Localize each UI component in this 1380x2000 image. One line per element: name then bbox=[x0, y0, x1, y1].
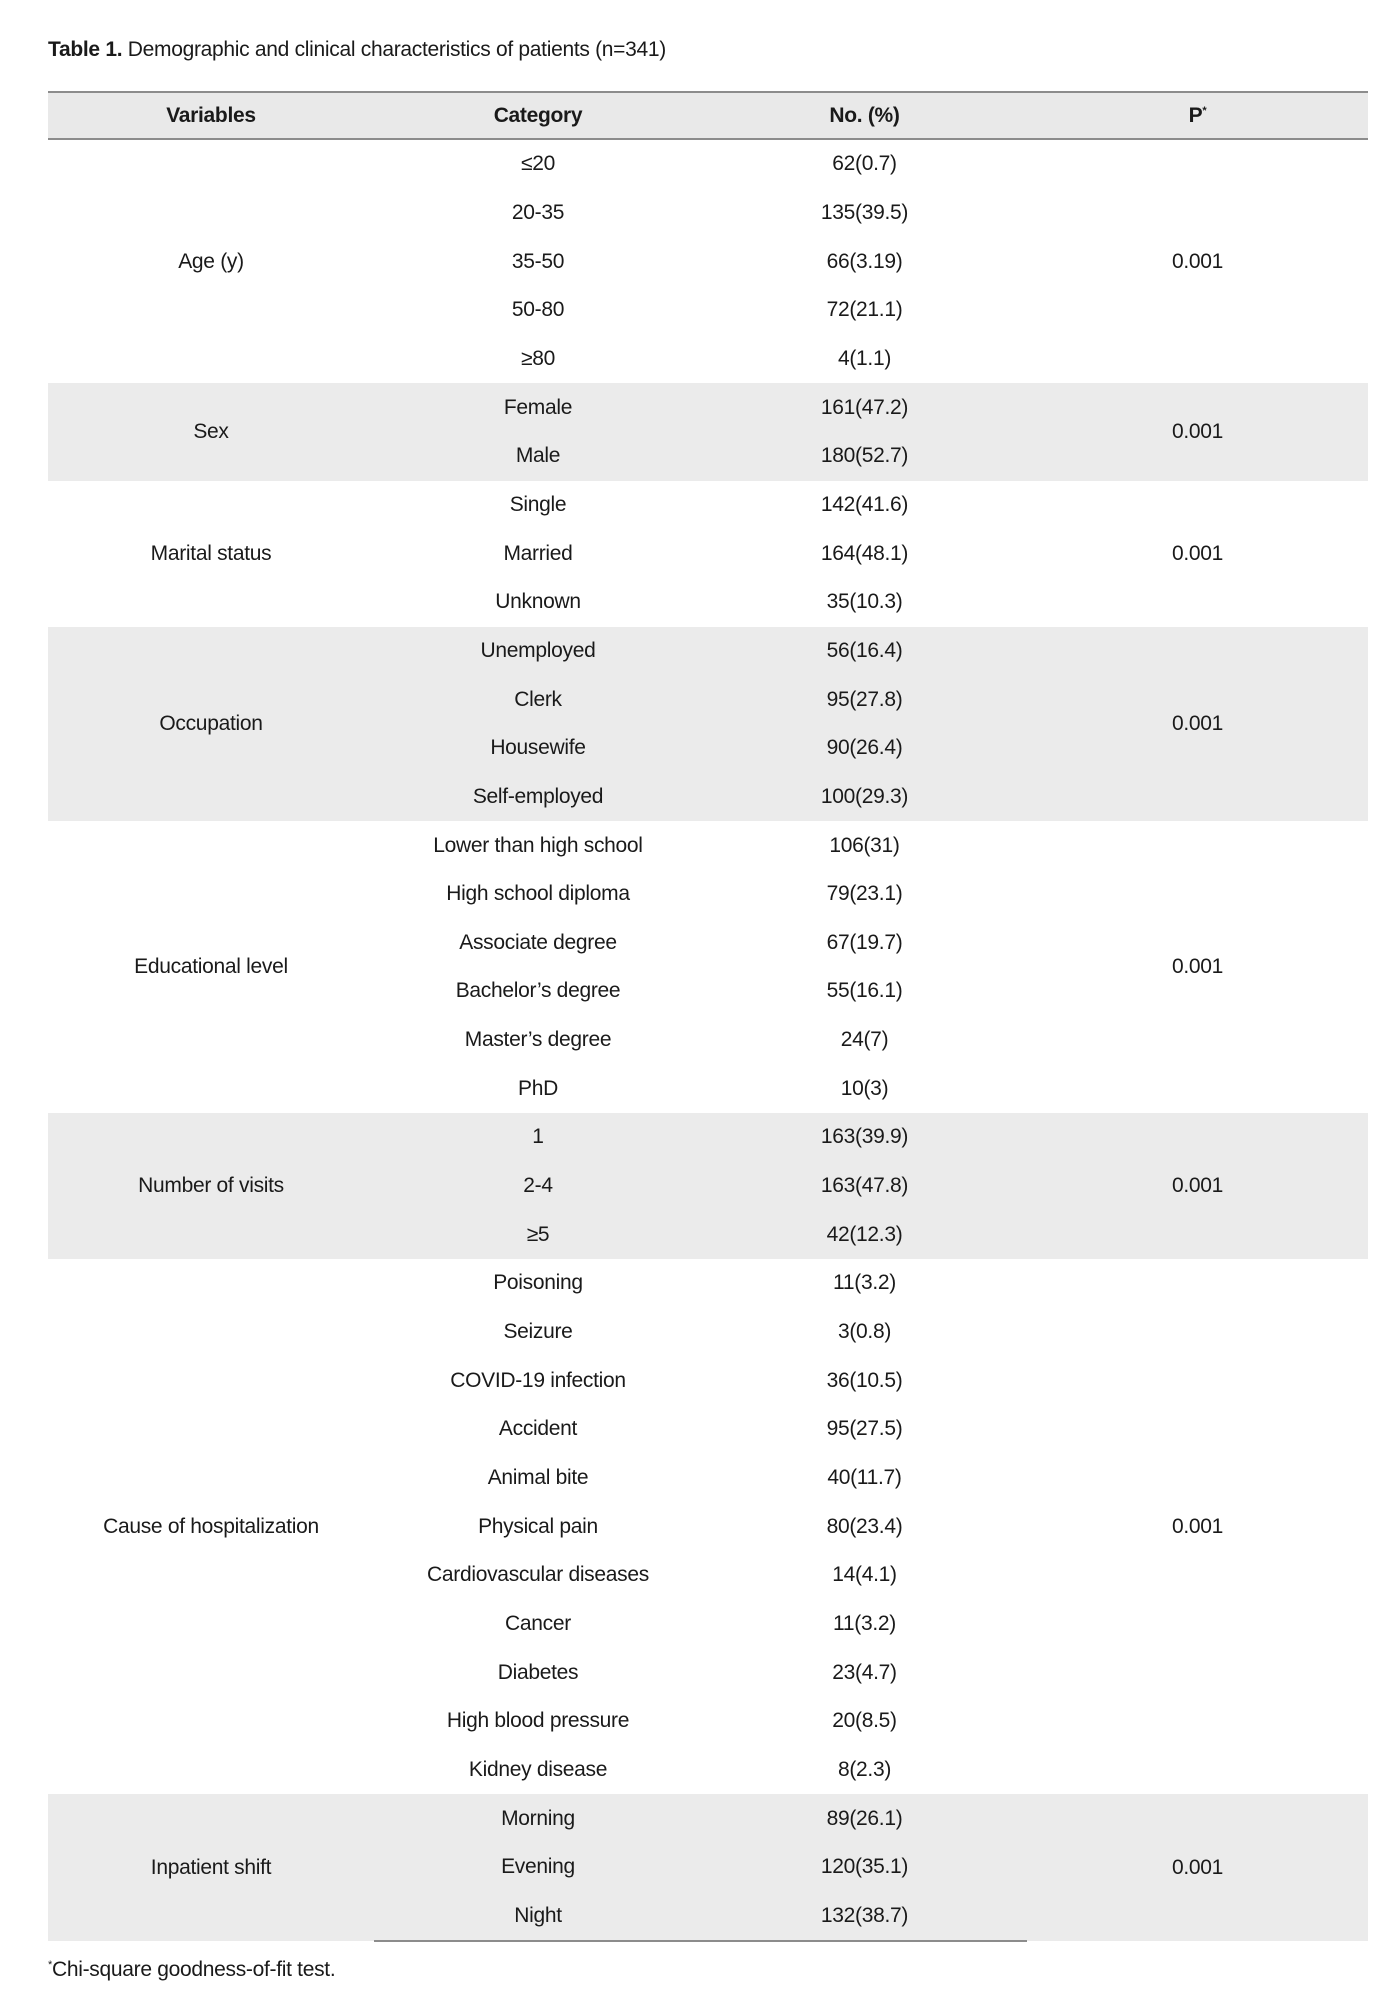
count-cell: 132(38.7) bbox=[702, 1892, 1027, 1942]
group-2 bbox=[48, 481, 1368, 627]
table-row bbox=[48, 383, 1368, 432]
p-value-cell: 0.001 bbox=[1171, 541, 1224, 565]
category-cell: Single bbox=[509, 492, 567, 516]
category-cell: COVID-19 infection bbox=[450, 1368, 626, 1392]
count-cell: 100(29.3) bbox=[820, 784, 909, 808]
count-cell: 11(3.2) bbox=[833, 1612, 896, 1636]
category-cell: Cardiovascular diseases bbox=[427, 1563, 649, 1587]
count-cell: 55(16.1) bbox=[826, 979, 903, 1003]
count-cell: 164(48.1) bbox=[820, 541, 909, 565]
count-cell: 142(41.6) bbox=[820, 492, 909, 516]
count-cell: 36(10.5) bbox=[826, 1368, 903, 1392]
group-5 bbox=[48, 1113, 1368, 1259]
count-cell: 11(3.2) bbox=[833, 1271, 896, 1295]
table-footnote bbox=[48, 1958, 335, 1982]
table-header bbox=[48, 92, 1368, 139]
variable-cell: Marital status bbox=[150, 541, 272, 565]
variable-cell: Occupation bbox=[159, 711, 263, 735]
group-7 bbox=[48, 1794, 1368, 1941]
group-3 bbox=[48, 627, 1368, 822]
count-cell: 89(26.1) bbox=[826, 1806, 903, 1830]
category-cell: 35-50 bbox=[511, 249, 565, 273]
count-cell: 161(47.2) bbox=[820, 395, 909, 419]
category-cell: 50-80 bbox=[511, 298, 565, 322]
category-cell: Male bbox=[515, 444, 561, 468]
category-cell: Clerk bbox=[514, 687, 562, 711]
header-p bbox=[1027, 92, 1368, 139]
variable-cell: Inpatient shift bbox=[150, 1855, 272, 1879]
category-cell: Accident bbox=[498, 1417, 578, 1441]
count-cell: 14(4.1) bbox=[832, 1563, 897, 1587]
header-variables: Variables bbox=[48, 92, 374, 139]
p-value-cell: 0.001 bbox=[1171, 249, 1224, 273]
category-cell: Cancer bbox=[505, 1612, 571, 1636]
count-cell: 40(11.7) bbox=[827, 1466, 902, 1490]
count-cell: 163(47.8) bbox=[820, 1174, 909, 1198]
table-row bbox=[48, 627, 1368, 676]
count-cell: 163(39.9) bbox=[820, 1125, 909, 1149]
p-value-cell: 0.001 bbox=[1171, 955, 1224, 979]
count-cell: 20(8.5) bbox=[832, 1709, 897, 1733]
count-cell: 56(16.4) bbox=[826, 638, 903, 662]
table-row bbox=[48, 821, 1368, 870]
table-row bbox=[48, 481, 1368, 530]
header-count: No. (%) bbox=[702, 92, 1027, 139]
count-cell: 80(23.4) bbox=[826, 1514, 903, 1538]
p-value-cell: 0.001 bbox=[1171, 1174, 1224, 1198]
category-cell: ≥80 bbox=[521, 346, 555, 370]
category-cell: Evening bbox=[501, 1855, 575, 1879]
count-cell: 95(27.5) bbox=[826, 1417, 903, 1441]
variable-cell: Educational level bbox=[134, 955, 288, 979]
category-cell: 2-4 bbox=[523, 1174, 553, 1198]
header-p-label: P bbox=[1188, 103, 1203, 127]
table-row bbox=[48, 1113, 1368, 1162]
count-cell: 3(0.8) bbox=[837, 1320, 892, 1344]
count-cell: 62(0.7) bbox=[832, 152, 897, 176]
category-cell: Married bbox=[503, 541, 573, 565]
variable-cell: Number of visits bbox=[138, 1174, 284, 1198]
p-value-cell: 0.001 bbox=[1171, 419, 1224, 443]
category-cell: Diabetes bbox=[497, 1660, 579, 1684]
category-cell: Poisoning bbox=[493, 1271, 583, 1295]
count-cell: 24(7) bbox=[840, 1028, 889, 1052]
count-cell: 35(10.3) bbox=[826, 590, 903, 614]
category-cell: Master’s degree bbox=[464, 1028, 612, 1052]
category-cell: High blood pressure bbox=[446, 1709, 630, 1733]
category-cell: Animal bite bbox=[487, 1466, 589, 1490]
table-title: Demographic and clinical characteristics of patients (n=341) bbox=[122, 38, 666, 61]
p-value-cell: 0.001 bbox=[1171, 711, 1224, 735]
p-value-cell: 0.001 bbox=[1171, 1855, 1224, 1879]
category-cell: High school diploma bbox=[446, 882, 630, 906]
category-cell: Housewife bbox=[490, 736, 586, 760]
category-cell: PhD bbox=[518, 1076, 558, 1100]
category-cell: 1 bbox=[532, 1125, 544, 1149]
category-cell: Lower than high school bbox=[433, 833, 643, 857]
group-4 bbox=[48, 821, 1368, 1113]
count-cell: 8(2.3) bbox=[837, 1757, 892, 1781]
category-cell: Unemployed bbox=[480, 638, 596, 662]
category-cell: ≥5 bbox=[526, 1222, 550, 1246]
footnote-mark: * bbox=[48, 1959, 52, 1971]
group-0 bbox=[48, 139, 1368, 383]
table-row bbox=[48, 1794, 1368, 1843]
category-cell: ≤20 bbox=[521, 152, 555, 176]
count-cell: 42(12.3) bbox=[826, 1222, 903, 1246]
demographics-table bbox=[48, 91, 1368, 1942]
count-cell: 79(23.1) bbox=[826, 882, 903, 906]
category-cell: 20-35 bbox=[511, 200, 565, 224]
table-row bbox=[48, 139, 1368, 189]
variable-cell: Sex bbox=[193, 419, 229, 443]
count-cell: 4(1.1) bbox=[837, 346, 892, 370]
category-cell: Female bbox=[503, 395, 573, 419]
count-cell: 106(31) bbox=[829, 833, 900, 857]
category-cell: Morning bbox=[501, 1806, 575, 1830]
group-6 bbox=[48, 1259, 1368, 1794]
category-cell: Seizure bbox=[503, 1320, 573, 1344]
table-row bbox=[48, 1259, 1368, 1308]
count-cell: 66(3.19) bbox=[826, 249, 903, 273]
variable-cell: Age (y) bbox=[178, 249, 244, 273]
header-category: Category bbox=[374, 92, 702, 139]
table-label: Table 1. bbox=[48, 38, 123, 61]
count-cell: 90(26.4) bbox=[826, 736, 903, 760]
count-cell: 120(35.1) bbox=[820, 1855, 909, 1879]
p-value-cell: 0.001 bbox=[1171, 1514, 1224, 1538]
count-cell: 67(19.7) bbox=[826, 930, 903, 954]
category-cell: Kidney disease bbox=[468, 1757, 608, 1781]
count-cell: 10(3) bbox=[840, 1076, 889, 1100]
count-cell: 180(52.7) bbox=[820, 444, 909, 468]
category-cell: Unknown bbox=[495, 590, 581, 614]
category-cell: Self-employed bbox=[472, 784, 604, 808]
count-cell: 23(4.7) bbox=[832, 1660, 897, 1684]
count-cell: 72(21.1) bbox=[826, 298, 903, 322]
category-cell: Night bbox=[374, 1892, 702, 1942]
table-caption bbox=[48, 38, 666, 62]
category-cell: Bachelor’s degree bbox=[455, 979, 621, 1003]
count-cell: 135(39.5) bbox=[820, 200, 909, 224]
count-cell: 95(27.8) bbox=[826, 687, 903, 711]
category-cell: Physical pain bbox=[478, 1514, 598, 1538]
category-cell: Associate degree bbox=[459, 930, 617, 954]
header-row bbox=[48, 92, 1368, 139]
group-1 bbox=[48, 383, 1368, 480]
footnote-text: Chi-square goodness-of-fit test. bbox=[51, 1958, 336, 1981]
variable-cell: Cause of hospitalization bbox=[103, 1514, 319, 1538]
header-p-mark: * bbox=[1202, 104, 1207, 117]
